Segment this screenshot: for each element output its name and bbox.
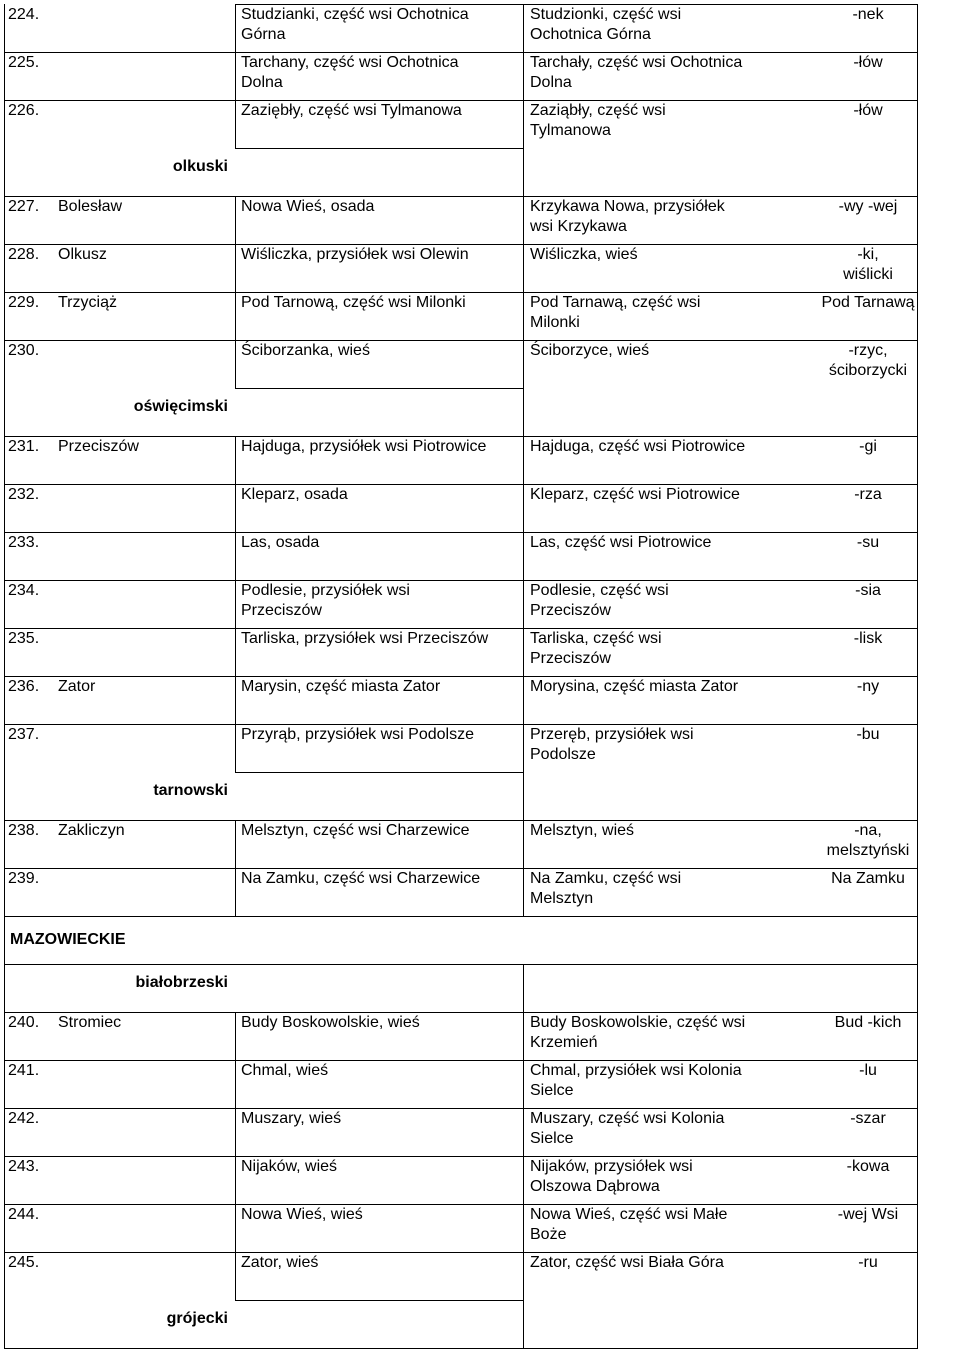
- column-rule: [235, 436, 236, 772]
- column-rule: [235, 1012, 236, 1300]
- old-name-line: Wiśliczka, przysiółek wsi Olewin: [241, 246, 469, 263]
- table-rule: [4, 484, 918, 485]
- table-rule: [4, 676, 918, 677]
- old-name-line: Pod Tarnową, część wsi Milonki: [241, 294, 466, 311]
- old-name-line: Tarchany, część wsi Ochotnica: [241, 54, 459, 71]
- old-name-line: Studzianki, część wsi Ochotnica: [241, 6, 469, 23]
- row-number: 238.: [8, 822, 40, 839]
- row-number: 225.: [8, 54, 40, 71]
- gmina-name: Zator: [58, 678, 96, 695]
- old-name-line: Hajduga, przysiółek wsi Piotrowice: [241, 438, 487, 455]
- suffix-line: -rza: [854, 486, 882, 503]
- table-rule: [235, 772, 524, 773]
- old-name-line: Marysin, część miasta Zator: [241, 678, 441, 695]
- new-name-line: Las, część wsi Piotrowice: [530, 534, 712, 551]
- column-rule: [235, 4, 236, 148]
- table-rule: [4, 532, 918, 533]
- suffix-line: -szar: [850, 1110, 886, 1127]
- new-name-line: Wiśliczka, wieś: [530, 246, 638, 263]
- suffix-line: -wej Wsi: [837, 1206, 899, 1223]
- table-rule: [4, 1204, 918, 1205]
- suffix-line: -na,: [854, 822, 882, 839]
- old-name-line: Podlesie, przysiółek wsi: [241, 582, 410, 599]
- suffix-line: -kowa: [846, 1158, 890, 1175]
- new-name-line: Krzemień: [530, 1034, 598, 1051]
- column-rule: [235, 820, 236, 916]
- old-name-line: Zaziębły, część wsi Tylmanowa: [241, 102, 462, 119]
- new-name-line: Na Zamku, część wsi: [530, 870, 682, 887]
- old-name-line: Dolna: [241, 74, 283, 91]
- gmina-name: Olkusz: [58, 246, 107, 263]
- old-name-line: Tarliska, przysiółek wsi Przeciszów: [241, 630, 489, 647]
- old-name-line: Przeciszów: [241, 602, 322, 619]
- suffix-line: -ny: [856, 678, 880, 695]
- gmina-name: Stromiec: [58, 1014, 122, 1031]
- old-name-line: Przyrąb, przysiółek wsi Podolsze: [241, 726, 474, 743]
- table-rule: [4, 916, 918, 917]
- new-name-line: Morysina, część miasta Zator: [530, 678, 739, 695]
- suffix-line: -ru: [858, 1254, 878, 1271]
- old-name-line: Chmal, wieś: [241, 1062, 329, 1079]
- suffix-line: -bu: [856, 726, 880, 743]
- new-name-line: Olszowa Dąbrowa: [530, 1178, 660, 1195]
- new-name-line: Tarliska, część wsi: [530, 630, 662, 647]
- suffix-line: Pod Tarnawą: [821, 294, 915, 311]
- row-number: 234.: [8, 582, 40, 599]
- suffix-line: -lisk: [853, 630, 883, 647]
- gmina-name: Trzyciąż: [58, 294, 117, 311]
- table-rule: [235, 388, 524, 389]
- table-rule: [235, 148, 524, 149]
- new-name-line: Przeręb, przysiółek wsi: [530, 726, 694, 743]
- new-name-line: Ochotnica Górna: [530, 26, 651, 43]
- new-name-line: Tarchały, część wsi Ochotnica: [530, 54, 743, 71]
- row-number: 240.: [8, 1014, 40, 1031]
- new-name-line: Pod Tarnawą, część wsi: [530, 294, 701, 311]
- suffix-line: -su: [856, 534, 880, 551]
- row-number: 226.: [8, 102, 40, 119]
- row-number: 229.: [8, 294, 40, 311]
- suffix-line: -ki,: [857, 246, 879, 263]
- table-rule: [4, 580, 918, 581]
- suffix-line: Bud -kich: [834, 1014, 902, 1031]
- new-name-line: Kleparz, część wsi Piotrowice: [530, 486, 740, 503]
- old-name-line: Kleparz, osada: [241, 486, 348, 503]
- county-heading: oświęcimski: [133, 398, 228, 415]
- new-name-line: Muszary, część wsi Kolonia: [530, 1110, 725, 1127]
- table-rule: [4, 196, 918, 197]
- new-name-line: Melsztyn, wieś: [530, 822, 635, 839]
- row-number: 242.: [8, 1110, 40, 1127]
- column-rule: [523, 964, 524, 1348]
- new-name-line: Budy Boskowolskie, część wsi: [530, 1014, 746, 1031]
- new-name-line: Przeciszów: [530, 650, 611, 667]
- row-number: 239.: [8, 870, 40, 887]
- row-number: 227.: [8, 198, 40, 215]
- row-number: 228.: [8, 246, 40, 263]
- new-name-line: Dolna: [530, 74, 572, 91]
- column-rule: [523, 4, 524, 916]
- suffix-line: -gi: [859, 438, 877, 455]
- suffix-line: Na Zamku: [831, 870, 905, 887]
- row-number: 241.: [8, 1062, 40, 1079]
- old-name-line: Ściborzanka, wieś: [241, 342, 370, 359]
- suffix-line: melsztyński: [826, 842, 910, 859]
- gmina-name: Zakliczyn: [58, 822, 125, 839]
- suffix-line: -wy -wej: [838, 198, 898, 215]
- new-name-line: Zator, część wsi Biała Góra: [530, 1254, 724, 1271]
- new-name-line: Hajduga, część wsi Piotrowice: [530, 438, 746, 455]
- old-name-line: Nowa Wieś, osada: [241, 198, 375, 215]
- suffix-line: ściborzycki: [828, 362, 908, 379]
- gmina-name: Przeciszów: [58, 438, 139, 455]
- new-name-line: Ściborzyce, wieś: [530, 342, 650, 359]
- suffix-line: wiślicki: [843, 266, 893, 283]
- new-name-line: Studzionki, część wsi: [530, 6, 682, 23]
- table-rule: [4, 52, 918, 53]
- old-name-line: Melsztyn, część wsi Charzewice: [241, 822, 470, 839]
- county-heading: olkuski: [172, 158, 228, 175]
- new-name-line: Melsztyn: [530, 890, 594, 907]
- old-name-line: Górna: [241, 26, 286, 43]
- suffix-line: -łów: [853, 102, 883, 119]
- row-number: 236.: [8, 678, 40, 695]
- table-rule: [4, 1348, 918, 1349]
- county-heading: grójecki: [166, 1310, 228, 1327]
- table-rule: [4, 340, 918, 341]
- suffix-line: -nek: [852, 6, 884, 23]
- new-name-line: Boże: [530, 1226, 567, 1243]
- row-number: 231.: [8, 438, 40, 455]
- table-rule: [4, 1012, 918, 1013]
- new-name-line: wsi Krzykawa: [530, 218, 627, 235]
- old-name-line: Budy Boskowolskie, wieś: [241, 1014, 420, 1031]
- table-rule: [4, 1156, 918, 1157]
- suffix-line: -rzyc,: [848, 342, 888, 359]
- voivodeship-heading: MAZOWIECKIE: [10, 931, 126, 948]
- old-name-line: Zator, wieś: [241, 1254, 319, 1271]
- new-name-line: Nijaków, przysiółek wsi: [530, 1158, 693, 1175]
- row-number: 235.: [8, 630, 40, 647]
- new-name-line: Nowa Wieś, część wsi Małe: [530, 1206, 728, 1223]
- suffix-line: -lu: [859, 1062, 877, 1079]
- new-name-line: Krzykawa Nowa, przysiółek: [530, 198, 725, 215]
- row-number: 245.: [8, 1254, 40, 1271]
- row-number: 244.: [8, 1206, 40, 1223]
- table-rule: [4, 1060, 918, 1061]
- table-rule: [4, 1252, 918, 1253]
- old-name-line: Na Zamku, część wsi Charzewice: [241, 870, 481, 887]
- row-number: 224.: [8, 6, 40, 23]
- row-number: 233.: [8, 534, 40, 551]
- row-number: 232.: [8, 486, 40, 503]
- old-name-line: Nijaków, wieś: [241, 1158, 338, 1175]
- table-rule: [4, 964, 918, 965]
- row-number: 237.: [8, 726, 40, 743]
- new-name-line: Sielce: [530, 1082, 574, 1099]
- table-rule: [235, 1300, 524, 1301]
- old-name-line: Las, osada: [241, 534, 320, 551]
- new-name-line: Przeciszów: [530, 602, 611, 619]
- suffix-line: -łów: [853, 54, 883, 71]
- old-name-line: Nowa Wieś, wieś: [241, 1206, 363, 1223]
- row-number: 243.: [8, 1158, 40, 1175]
- table-rule: [4, 1108, 918, 1109]
- suffix-line: -sia: [855, 582, 881, 599]
- new-name-line: Chmal, przysiółek wsi Kolonia: [530, 1062, 742, 1079]
- column-rule: [235, 196, 236, 388]
- new-name-line: Tylmanowa: [530, 122, 611, 139]
- gmina-name: Bolesław: [58, 198, 123, 215]
- old-name-line: Muszary, wieś: [241, 1110, 342, 1127]
- row-number: 230.: [8, 342, 40, 359]
- county-heading: tarnowski: [153, 782, 228, 799]
- new-name-line: Podolsze: [530, 746, 596, 763]
- new-name-line: Podlesie, część wsi: [530, 582, 669, 599]
- new-name-line: Zaziąbły, część wsi: [530, 102, 666, 119]
- new-name-line: Milonki: [530, 314, 580, 331]
- new-name-line: Sielce: [530, 1130, 574, 1147]
- county-heading: białobrzeski: [135, 974, 228, 991]
